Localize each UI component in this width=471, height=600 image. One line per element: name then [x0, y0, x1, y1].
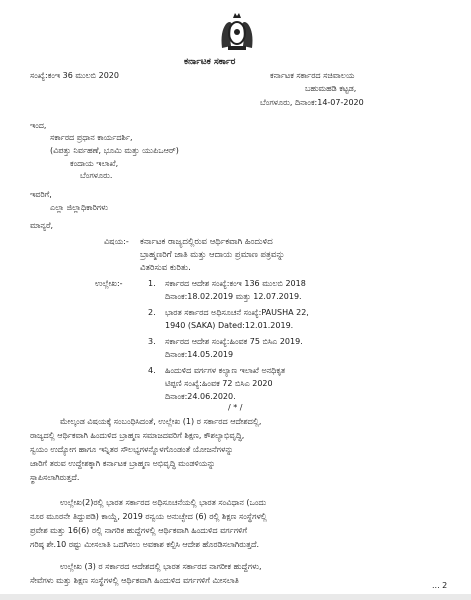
reference-3-line-1: ಸರ್ಕಾರದ ಆದೇಶ ಸಂಖ್ಯೆ:ಹಿಂವಕ 75 ಬಿಸಿಎ 2019.: [165, 337, 303, 346]
reference-4-line-1: ಹಿಂದುಳಿದ ವರ್ಗಗಳ ಕಲ್ಯಾಣ ಇಲಾಖೆ ಅನಧಿಕೃತ: [165, 366, 286, 375]
from-department: ಕಂದಾಯ ಇಲಾಖೆ,: [70, 159, 119, 168]
place-and-date: ಬೆಂಗಳೂರು, ದಿನಾಂಕ:14-07-2020: [260, 98, 364, 107]
to-label: ಇವರಿಗೆ,: [30, 190, 52, 199]
paragraph-3-line-1: ಉಲ್ಲೇಖ (3) ರ ಸರ್ಕಾರದ ಆದೇಶದಲ್ಲಿ ಭಾರತ ಸರ್ಕಾರದ ನಾಗರೀಕ ಹುದ್ದೆಗಳು,: [60, 562, 262, 571]
paragraph-1-line-4: ಜಾರಿಗೆ ತರುವ ಉದ್ದೇಶಕ್ಕಾಗಿ ಕರ್ನಾಟಕ ಬ್ರಾಹ್ಮಣ ಅಭಿವೃದ್ಧಿ ಮಂಡಳಿಯನ್ನು: [30, 459, 216, 468]
reference-3-line-2: ದಿನಾಂಕ:14.05.2019: [165, 350, 234, 359]
reference-1-line-1: ಸರ್ಕಾರದ ಆದೇಶ ಸಂಖ್ಯೆ:ಕಂಇ 136 ಮುಲಬಿ 2018: [165, 279, 306, 288]
salutation: ಮಾನ್ಯರೆ,: [30, 221, 54, 230]
paragraph-2-line-4: ಗರಿಷ್ಠ ಶೇ.10 ರಷ್ಟು ಮೀಸಲಾತಿ ಒದಗಿಸಲು ಅವಕಾಶ ಕಲ್ಪಿಸಿ ಆದೇಶ ಹೊರಡಿಸಲಾಗಿರುತ್ತದೆ.: [30, 540, 260, 549]
from-wing: (ವಿಪತ್ತು ನಿರ್ವಹಣೆ, ಭೂಮಿ ಮತ್ತು ಯುಪಿಒಆರ್): [50, 146, 179, 155]
reference-4-line-2: ಟಿಪ್ಪಣಿ ಸಂಖ್ಯೆ:ಹಿಂವಕ 72 ಬಿಸಿಎ 2020: [165, 379, 273, 388]
reference-number: ಸಂಖ್ಯೆ:ಕಂಇ 36 ಮುಲಬಿ 2020: [30, 71, 119, 80]
reference-number-4: 4.: [148, 366, 156, 375]
office-name: ಕರ್ನಾಟಕ ಸರ್ಕಾರದ ಸಚಿವಾಲಯ: [270, 71, 355, 80]
references-label: ಉಲ್ಲೇಖ:-: [95, 279, 123, 288]
subject-label: ವಿಷಯ:-: [104, 237, 129, 246]
reference-number-3: 3.: [148, 337, 156, 346]
page-number: ... 2: [432, 581, 448, 590]
reference-2-line-2: 1940 (SAKA) Dated:12.01.2019.: [165, 321, 294, 330]
paragraph-3-line-2: ಸೇವೆಗಳು ಮತ್ತು ಶಿಕ್ಷಣ ಸಂಸ್ಥೆಗಳಲ್ಲಿ ಆರ್ಥಿಕವಾಗಿ ಹಿಂದುಳಿದ ವರ್ಗಗಳಿಗೆ ಮೀಸಲಾತಿ: [30, 576, 239, 585]
reference-4-line-3: ದಿನಾಂಕ:24.06.2020.: [165, 392, 236, 401]
subject-line-3: ವಿತರಿಸುವ ಕುರಿತು.: [140, 263, 191, 273]
paragraph-2-line-3: ಪ್ರವೇಶ ಮತ್ತು 16(6) ರಲ್ಲಿ ನಾಗರಿಕ ಹುದ್ದೆಗಳಲ್ಲಿ ಆರ್ಥಿಕವಾಗಿ ಹಿಂದುಳಿದ ವರ್ಗಗಳಿಗೆ: [30, 526, 248, 535]
from-designation: ಸರ್ಕಾರದ ಪ್ರಧಾನ ಕಾರ್ಯದರ್ಶಿ,: [50, 133, 133, 142]
reference-1-line-2: ದಿನಾಂಕ:18.02.2019 ಮತ್ತು 12.07.2019.: [165, 292, 302, 301]
paragraph-1-line-5: ಸ್ಥಾಪಿಸಲಾಗಿರುತ್ತದೆ.: [30, 473, 80, 482]
paragraph-2-line-2: ನೂರ ಮೂರನೇ ತಿದ್ದುಪಡಿ) ಕಾಯ್ದೆ, 2019 ರನ್ವಯ ಅನುಚ್ಛೇದ (6) ರಲ್ಲಿ ಶಿಕ್ಷಣ ಸಂಸ್ಥೆಗಳಲ್ಲಿ: [30, 512, 267, 521]
government-title: ಕರ್ನಾಟಕ ಸರ್ಕಾರ: [184, 57, 236, 67]
karnataka-emblem-icon: [216, 10, 258, 54]
paragraph-2-line-1: ಉಲ್ಲೇಖ(2)ರಲ್ಲಿ ಭಾರತ ಸರ್ಕಾರದ ಅಧಿಸೂಚನೆಯಲ್ಲಿ ಭಾರತ ಸಂವಿಧಾನ (ಒಂದು: [60, 498, 267, 507]
reference-2-line-1: ಭಾರತ ಸರ್ಕಾರದ ಅಧಿಸೂಚನೆ ಸಂಖ್ಯೆ:PAUSHA 22,: [165, 308, 309, 317]
office-building: ಬಹುಮಹಡಿ ಕಟ್ಟಡ,: [305, 84, 357, 93]
paragraph-1-line-1: ಮೇಲ್ಕಂಡ ವಿಷಯಕ್ಕೆ ಸಂಬಂಧಿಸಿದಂತೆ, ಉಲ್ಲೇಖ (1) ರ ಸರ್ಕಾರದ ಆದೇಶದಲ್ಲಿ,: [60, 417, 262, 426]
subject-line-2: ಬ್ರಾಹ್ಮಣರಿಗೆ ಜಾತಿ ಮತ್ತು ಆದಾಯ ಪ್ರಮಾಣ ಪತ್ರವನ್ನು: [140, 250, 285, 260]
paragraph-1-line-2: ರಾಜ್ಯದಲ್ಲಿ ಆರ್ಥಿಕವಾಗಿ ಹಿಂದುಳಿದ ಬ್ರಾಹ್ಮಣ ಸಮಾಜದವರಿಗೆ ಶಿಕ್ಷಣ, ಕೌಶಲ್ಯಾಭಿವೃದ್ಧಿ,: [30, 431, 245, 440]
to-recipients: ಎಲ್ಲಾ ಜಿಲ್ಲಾಧಿಕಾರಿಗಳು: [50, 203, 109, 212]
reference-number-1: 1.: [148, 279, 156, 288]
from-label: ಇಂದ,: [30, 121, 47, 130]
paragraph-1-line-3: ಸ್ವಯಂ ಉದ್ಯೋಗ ಹಾಗೂ ಇನ್ನಿತರ ಸೌಲಭ್ಯಗಳನ್ನೊಳಗೊಂಡಂತೆ ಯೋಜನೆಗಳನ್ನು: [30, 445, 234, 454]
section-separator: / * /: [228, 403, 243, 412]
subject-line-1: ಕರ್ನಾಟಕ ರಾಜ್ಯದಲ್ಲಿರುವ ಆರ್ಥಿಕವಾಗಿ ಹಿಂದುಳಿದ: [140, 237, 273, 247]
reference-number-2: 2.: [148, 308, 156, 317]
from-city: ಬೆಂಗಳೂರು.: [80, 171, 113, 180]
scan-edge: [0, 594, 471, 600]
